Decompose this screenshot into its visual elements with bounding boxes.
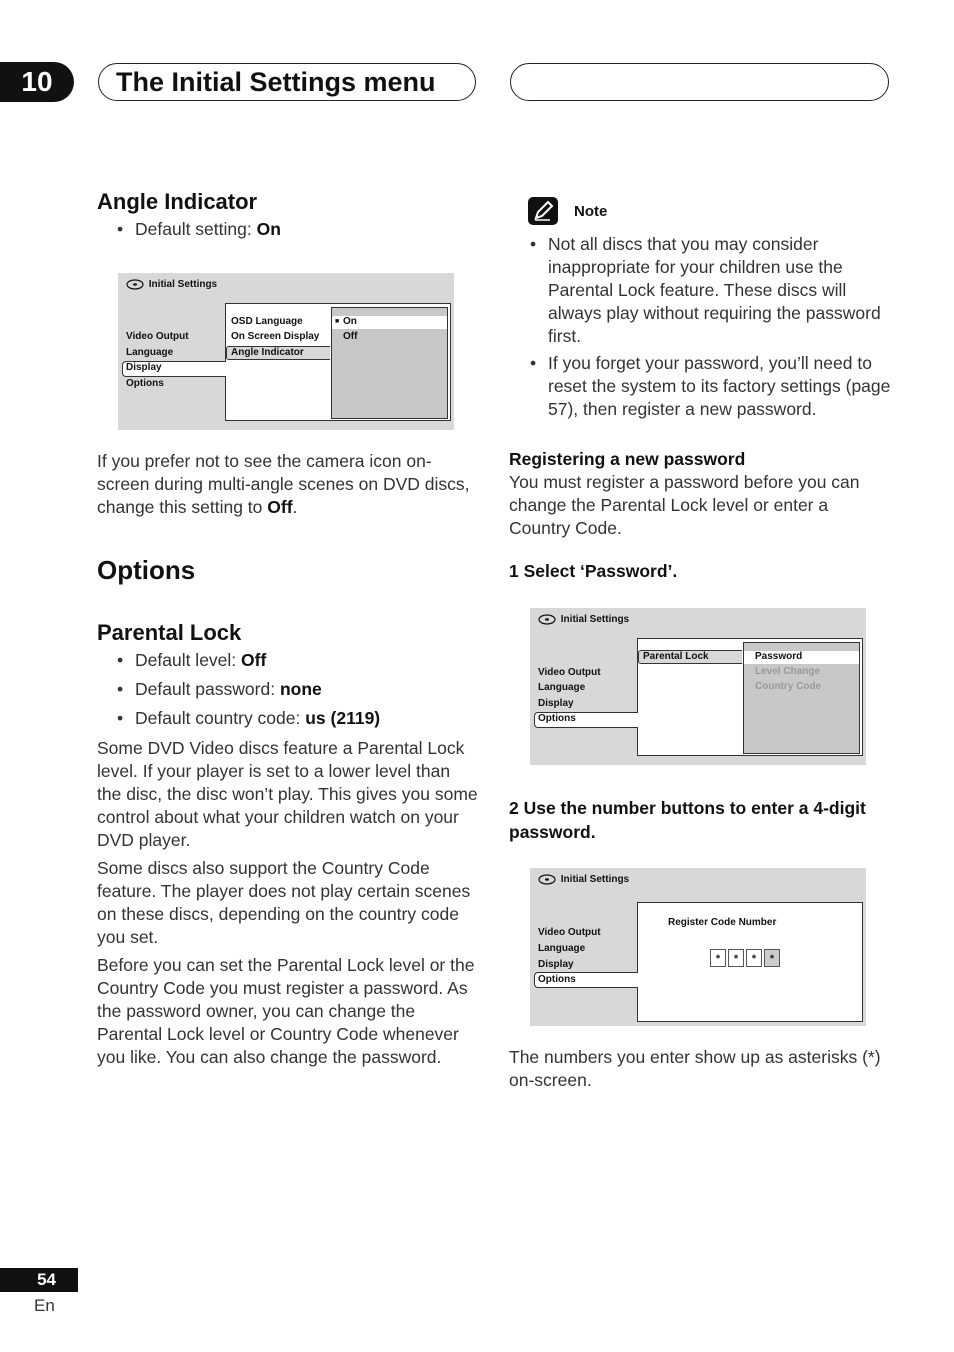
register-intro: You must register a password before you can change the Parental Lock level or enter a Country Code. <box>509 472 860 538</box>
header-blank-frame <box>510 63 889 101</box>
parental-lock-paragraph-3: Before you can set the Parental Lock level or the Country Code you must register a password. As the password owner, you can change the Parental Lock level or Country Code whenever you like. You can also change the password. <box>97 955 475 1067</box>
menu-item-display[interactable]: Display <box>538 698 574 709</box>
menu-item-video-output[interactable]: Video Output <box>538 667 601 678</box>
disc-icon <box>538 614 556 625</box>
disc-icon <box>126 279 144 290</box>
default-country-code: • Default country code: us (2119) <box>117 708 381 728</box>
page-number: 54 <box>0 1268 78 1292</box>
angle-indicator-screen <box>118 273 454 430</box>
note-icon <box>528 197 558 225</box>
menu-item-video-output[interactable]: Video Output <box>538 927 601 938</box>
register-code-title: Register Code Number <box>668 917 777 928</box>
submenu-angle-indicator[interactable]: Angle Indicator <box>226 346 330 360</box>
screen-header: Initial Settings <box>126 279 217 290</box>
menu-item-language[interactable]: Language <box>538 943 586 954</box>
option-on[interactable]: On <box>343 316 357 327</box>
chapter-number-tab: 10 <box>0 62 74 102</box>
menu-item-video-output[interactable]: Video Output <box>126 331 189 342</box>
parental-lock-paragraph-1: Some DVD Video discs feature a Parental Lock level. If your player is set to a lower level than the disc, the disc won’t play. This gives you some control about what your children watch on your DVD player. <box>97 738 478 850</box>
default-level: • Default level: Off <box>117 650 267 670</box>
option-country-code[interactable]: Country Code <box>755 681 822 692</box>
screen-header: Initial Settings <box>538 874 629 885</box>
parental-lock-heading: Parental Lock <box>97 620 242 645</box>
submenu-parental-lock[interactable]: Parental Lock <box>638 650 742 664</box>
option-off[interactable]: Off <box>343 331 358 342</box>
screen-header: Initial Settings <box>538 614 629 625</box>
menu-item-options[interactable]: Options <box>538 974 576 985</box>
code-digit-4[interactable]: * <box>764 949 780 967</box>
note-item-2: • If you forget your password, you’ll need to reset the system to its factory settings (page 57), then register a new password. <box>530 353 891 419</box>
register-step-2: 2 Use the number buttons to enter a 4-digit password. <box>509 798 866 842</box>
angle-indicator-heading: Angle Indicator <box>97 189 258 214</box>
code-digit-3[interactable]: * <box>746 949 762 967</box>
code-digit-2[interactable]: * <box>728 949 744 967</box>
submenu-on-screen-display[interactable]: On Screen Display <box>231 331 320 342</box>
menu-item-language[interactable]: Language <box>126 347 174 358</box>
option-password[interactable]: Password <box>755 651 803 662</box>
options-heading: Options <box>97 555 196 585</box>
menu-item-options[interactable]: Options <box>538 713 576 724</box>
register-code-screen <box>530 868 866 1026</box>
selected-bullet-icon: ■ <box>335 318 340 325</box>
password-select-screen <box>530 608 866 765</box>
register-step-1: 1 Select ‘Password’. <box>509 561 678 581</box>
default-password: • Default password: none <box>117 679 322 699</box>
menu-item-options[interactable]: Options <box>126 378 164 389</box>
option-level-change[interactable]: Level Change <box>755 666 821 677</box>
note-item-1: • Not all discs that you may consider inappropriate for your children use the Parental Lock feature. These discs will always play without requiring the password first. <box>530 234 881 346</box>
disc-icon <box>538 874 556 885</box>
chapter-title: The Initial Settings menu <box>116 67 436 97</box>
menu-item-language[interactable]: Language <box>538 682 586 693</box>
angle-indicator-body: If you prefer not to see the camera icon on-screen during multi-angle scenes on DVD discs, change this setting to Off. <box>97 451 470 517</box>
menu-item-display[interactable]: Display <box>126 362 162 373</box>
submenu-osd-language[interactable]: OSD Language <box>231 316 303 327</box>
angle-default-setting: • Default setting: On <box>117 219 281 239</box>
register-outro: The numbers you enter show up as asterisks (*) on-screen. <box>509 1047 881 1090</box>
menu-item-display[interactable]: Display <box>538 959 574 970</box>
code-digit-1[interactable]: * <box>710 949 726 967</box>
note-label: Note <box>574 203 608 220</box>
page-language: En <box>34 1296 55 1315</box>
register-heading: Registering a new password <box>509 449 746 469</box>
parental-lock-paragraph-2: Some discs also support the Country Code feature. The player does not play certain scenes on these discs, depending on the country code you set. <box>97 858 471 947</box>
